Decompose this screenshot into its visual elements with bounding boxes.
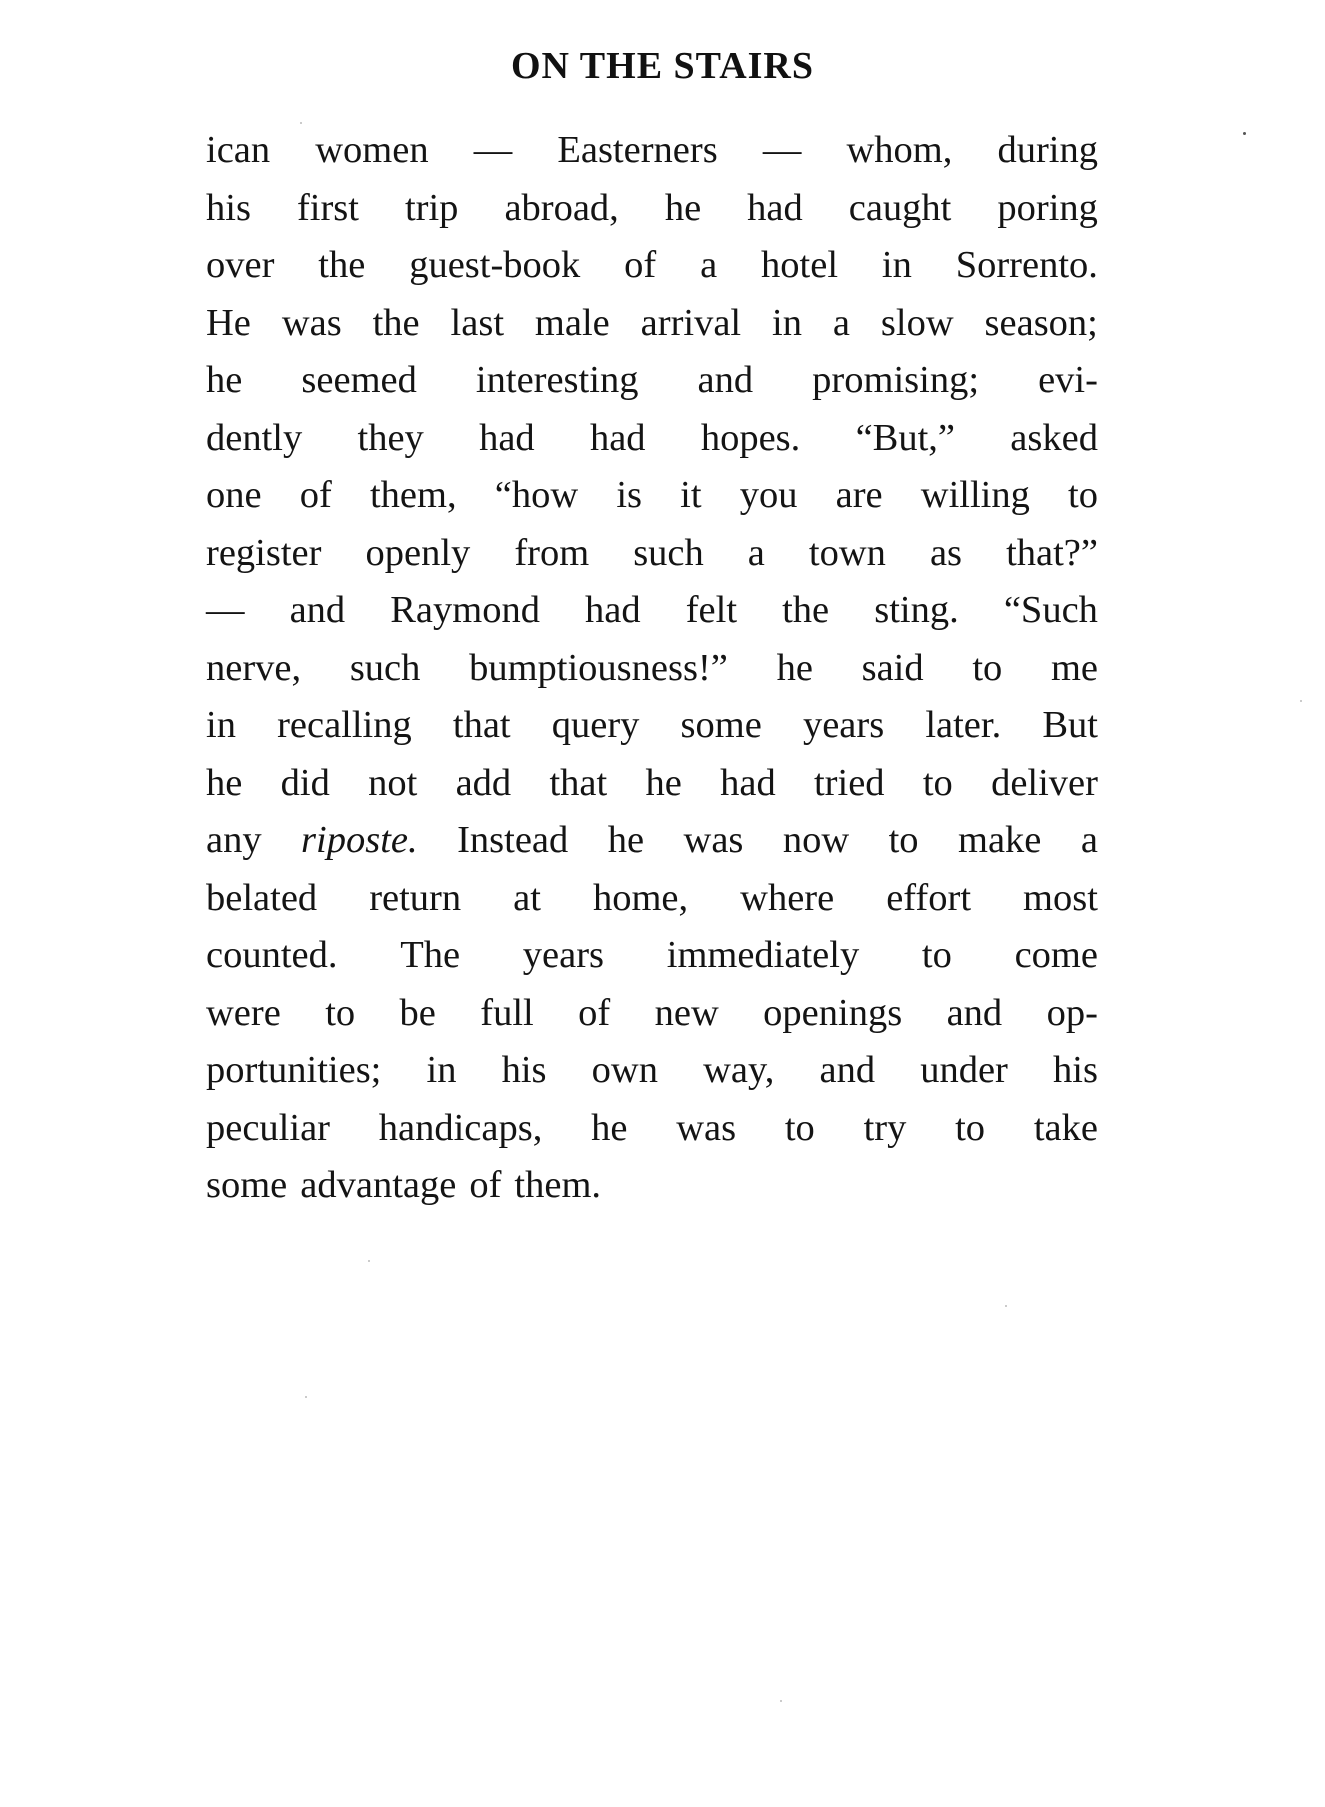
word: them, xyxy=(369,474,457,516)
word: had xyxy=(747,186,803,229)
word: did xyxy=(280,761,330,804)
word: and xyxy=(946,991,1003,1034)
word: at xyxy=(513,876,541,919)
word: had xyxy=(720,761,776,804)
word: — xyxy=(206,589,245,631)
word: years xyxy=(522,934,605,976)
word: full xyxy=(480,991,534,1034)
text-line xyxy=(206,410,1098,468)
word: that xyxy=(452,704,511,746)
word: “how xyxy=(494,474,579,516)
word: male xyxy=(534,301,610,344)
word: abroad, xyxy=(504,186,619,229)
word: a xyxy=(832,301,850,344)
text-line xyxy=(206,1157,1098,1215)
word: hotel xyxy=(761,244,839,286)
text-line xyxy=(206,985,1098,1043)
word: handicaps, xyxy=(378,1106,543,1149)
word: and xyxy=(819,1049,876,1091)
word: first xyxy=(296,186,359,229)
word: to xyxy=(325,991,356,1034)
word: seemed xyxy=(301,359,417,401)
word: me xyxy=(1050,646,1098,689)
word: was xyxy=(676,1106,737,1149)
word: where xyxy=(740,876,835,919)
word: years xyxy=(802,704,885,746)
word: some xyxy=(680,704,762,746)
word: the xyxy=(372,301,420,344)
word: to xyxy=(955,1106,986,1149)
word: later. xyxy=(925,704,1002,746)
word: had xyxy=(585,589,641,631)
word: try xyxy=(863,1106,907,1149)
word: during xyxy=(997,129,1098,171)
word: was xyxy=(683,819,744,861)
word: register xyxy=(206,531,322,574)
word: that?” xyxy=(1006,531,1098,574)
word: his xyxy=(1053,1049,1098,1091)
word: guest-book xyxy=(409,244,581,286)
word: sting. xyxy=(874,589,959,631)
word: his xyxy=(501,1049,547,1091)
word: dently xyxy=(206,416,303,459)
word: return xyxy=(369,876,462,919)
word: “Such xyxy=(1003,589,1098,631)
text-line xyxy=(206,755,1098,813)
print-speck xyxy=(1300,700,1302,702)
word: counted. xyxy=(206,934,338,976)
word: take xyxy=(1033,1106,1098,1149)
word: query xyxy=(551,704,640,746)
word: it xyxy=(680,474,702,516)
word: hopes. xyxy=(700,416,801,459)
word: Easterners xyxy=(557,129,718,171)
word: any xyxy=(206,819,262,861)
word: most xyxy=(1023,876,1098,919)
word: in xyxy=(426,1049,457,1091)
word: of xyxy=(624,244,657,286)
word: openly xyxy=(365,531,471,574)
text-line xyxy=(206,295,1098,353)
text-line xyxy=(206,812,1098,870)
word: He xyxy=(206,301,251,344)
word: he xyxy=(664,186,702,229)
text-line xyxy=(206,1100,1098,1158)
word: they xyxy=(357,416,424,459)
word: slow xyxy=(880,301,954,344)
text-line xyxy=(206,1042,1098,1100)
word: openings xyxy=(763,991,903,1034)
word: had xyxy=(479,416,535,459)
text-line xyxy=(206,697,1098,755)
word: to xyxy=(972,646,1003,689)
word: his xyxy=(206,186,251,229)
word: promising; xyxy=(812,359,980,401)
text-line xyxy=(206,640,1098,698)
word: from xyxy=(514,531,590,574)
text-line xyxy=(206,467,1098,525)
print-speck xyxy=(1243,132,1246,135)
print-speck xyxy=(780,1700,782,1702)
word: belated xyxy=(206,876,318,919)
running-head: ON THE STAIRS xyxy=(510,45,815,87)
word: a xyxy=(700,244,718,286)
word: the xyxy=(318,244,366,286)
word: Raymond xyxy=(390,589,540,631)
word: one xyxy=(206,474,262,516)
word: evi- xyxy=(1038,359,1098,401)
word: home, xyxy=(592,876,689,919)
word: trip xyxy=(404,186,459,229)
word: he xyxy=(591,1106,628,1149)
word: own xyxy=(591,1049,658,1091)
word: town xyxy=(808,531,886,574)
word: effort xyxy=(886,876,972,919)
word: not xyxy=(368,761,418,804)
word: — xyxy=(473,129,513,171)
word: said xyxy=(861,646,924,689)
word: to xyxy=(784,1106,815,1149)
word: last xyxy=(450,301,505,344)
word: interesting xyxy=(475,359,639,401)
word: asked xyxy=(1010,416,1098,459)
print-speck xyxy=(1005,1305,1007,1307)
word: op- xyxy=(1046,991,1098,1034)
word: season; xyxy=(984,301,1098,344)
word: immediately xyxy=(666,934,860,976)
body-text xyxy=(206,122,1098,1215)
word: he xyxy=(607,819,645,861)
word: in xyxy=(206,704,236,746)
word: Instead xyxy=(457,819,569,861)
word: them. xyxy=(514,1164,602,1206)
word: women xyxy=(315,129,429,171)
word: in xyxy=(772,301,802,344)
word: of xyxy=(578,991,611,1034)
word: some xyxy=(206,1164,288,1206)
word: new xyxy=(654,991,719,1034)
word: riposte. xyxy=(301,819,418,861)
word: under xyxy=(920,1049,1008,1091)
word: he xyxy=(206,359,243,401)
word: had xyxy=(589,416,646,459)
word: come xyxy=(1014,934,1098,976)
text-line xyxy=(206,122,1098,180)
text-line xyxy=(206,870,1098,928)
text-line xyxy=(206,927,1098,985)
word: bumptiousness!” xyxy=(469,646,728,689)
text-line xyxy=(206,352,1098,410)
word: caught xyxy=(848,186,952,229)
word: such xyxy=(633,531,704,574)
text-line xyxy=(206,582,1098,640)
word: Sorrento. xyxy=(955,244,1098,286)
word: was xyxy=(281,301,342,344)
word: whom, xyxy=(846,129,953,171)
text-line xyxy=(206,180,1098,238)
word: ican xyxy=(206,129,271,171)
word: add xyxy=(455,761,512,804)
word: in xyxy=(881,244,912,286)
text-line xyxy=(206,237,1098,295)
word: is xyxy=(616,474,642,516)
word: peculiar xyxy=(206,1106,330,1149)
word: a xyxy=(1080,819,1098,861)
word: a xyxy=(747,531,765,574)
word: The xyxy=(400,934,461,976)
word: tried xyxy=(813,761,885,804)
word: be xyxy=(399,991,436,1034)
word: he xyxy=(645,761,682,804)
word: of xyxy=(469,1164,502,1206)
word: portunities; xyxy=(206,1049,382,1091)
word: that xyxy=(549,761,608,804)
word: such xyxy=(349,646,421,689)
text-line xyxy=(206,525,1098,583)
word: poring xyxy=(997,186,1098,229)
word: the xyxy=(782,589,830,631)
word: make xyxy=(958,819,1042,861)
word: arrival xyxy=(640,301,742,344)
word: to xyxy=(921,934,952,976)
word: and xyxy=(289,589,346,631)
word: advantage xyxy=(300,1164,457,1206)
word: felt xyxy=(685,589,738,631)
word: “But,” xyxy=(855,416,956,459)
word: But xyxy=(1042,704,1098,746)
word: to xyxy=(888,819,919,861)
word: willing xyxy=(920,474,1030,516)
word: way, xyxy=(703,1049,775,1091)
word: to xyxy=(1068,474,1098,516)
word: and xyxy=(697,359,754,401)
print-speck xyxy=(300,122,302,124)
word: nerve, xyxy=(206,646,302,689)
word: to xyxy=(922,761,953,804)
word: he xyxy=(776,646,813,689)
word: were xyxy=(206,991,281,1034)
word: you xyxy=(739,474,798,516)
word: of xyxy=(299,474,332,516)
word: over xyxy=(206,244,275,286)
word: as xyxy=(929,531,963,574)
word: — xyxy=(762,129,802,171)
word: now xyxy=(782,819,850,861)
print-speck xyxy=(305,1396,307,1398)
word: recalling xyxy=(277,704,412,746)
word: he xyxy=(206,761,243,804)
word: deliver xyxy=(991,761,1098,804)
print-speck xyxy=(368,1260,370,1262)
word: are xyxy=(835,474,883,516)
